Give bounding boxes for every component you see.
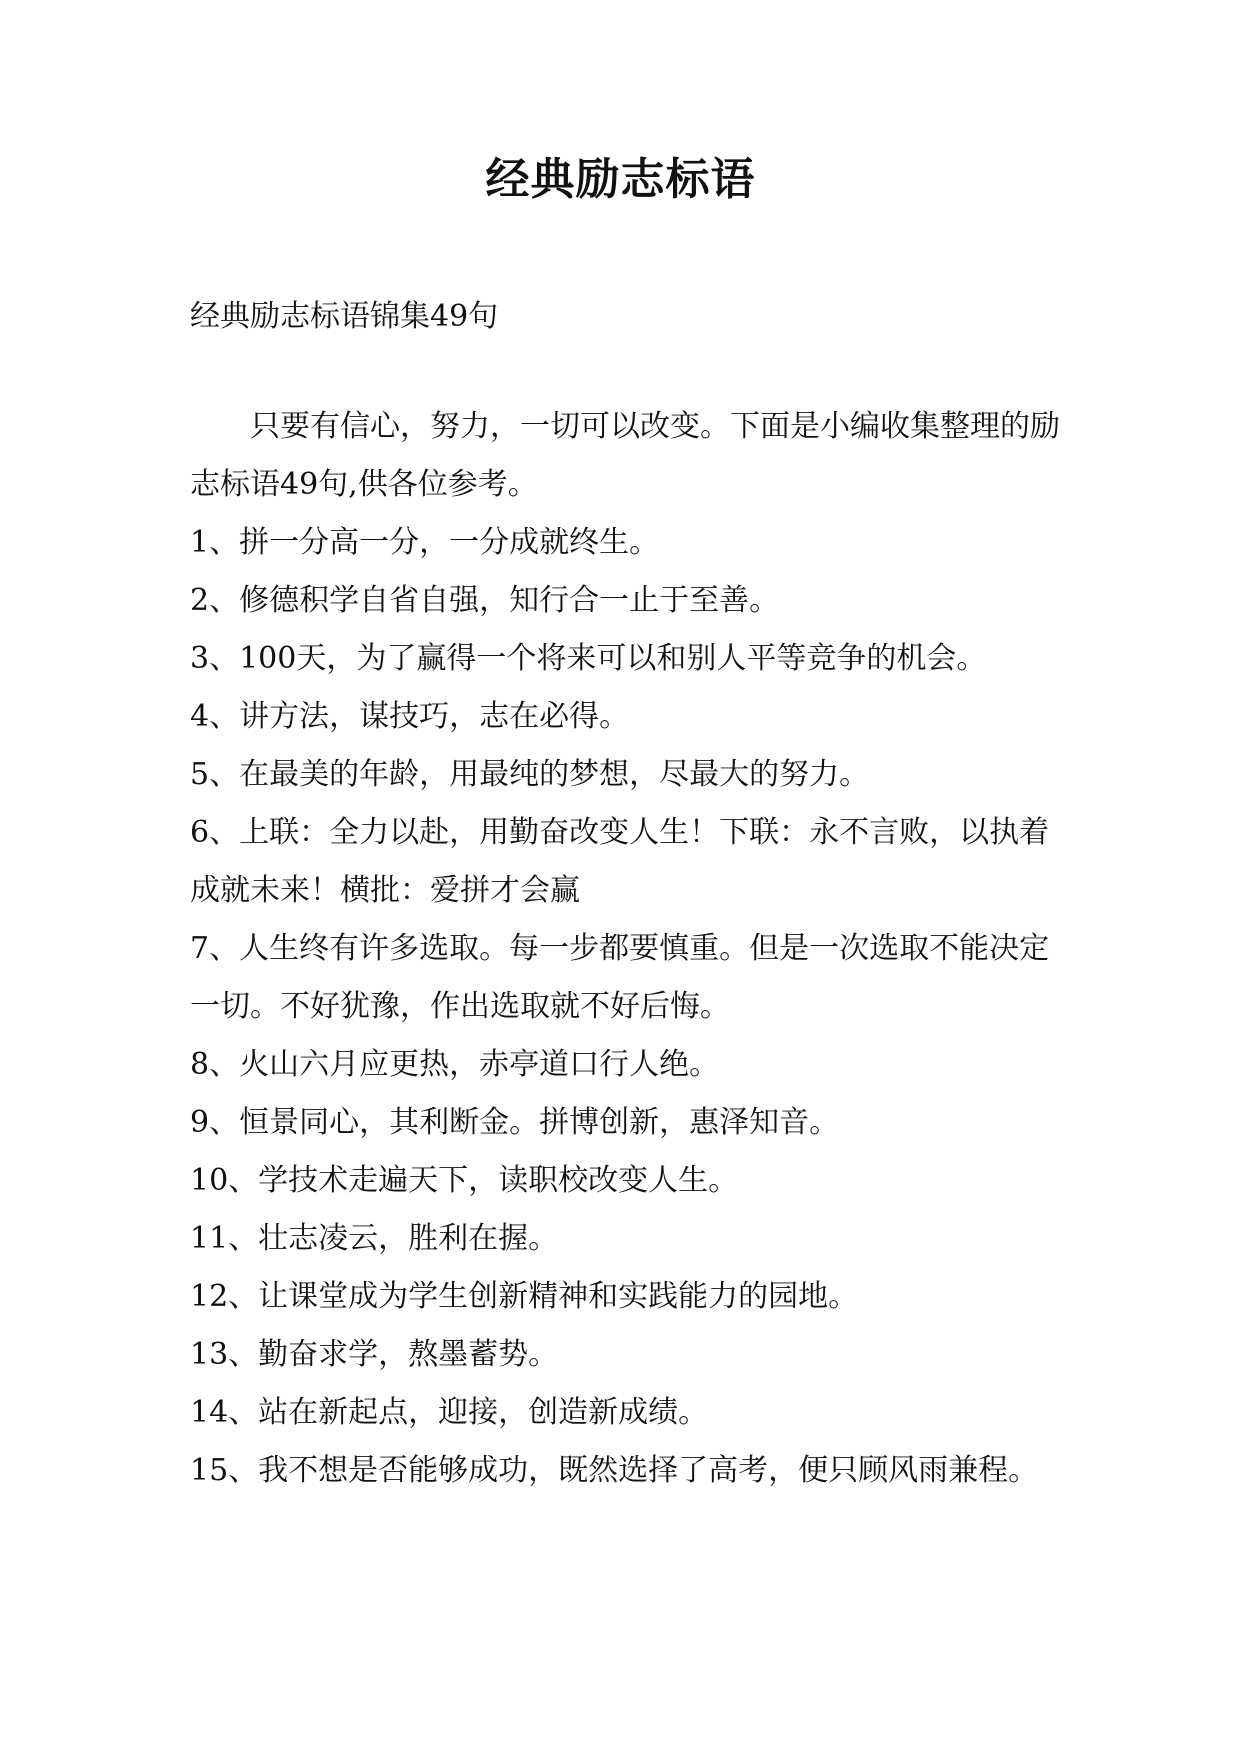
slogan-item: 14、站在新起点，迎接，创造新成绩。 [190, 1395, 709, 1430]
slogan-item: 8、火山六月应更热，赤亭道口行人绝。 [190, 1047, 720, 1082]
slogan-item: 10、学技术走遍天下，读职校改变人生。 [190, 1163, 739, 1198]
slogan-item: 9、恒景同心，其利断金。拼博创新，惠泽知音。 [190, 1105, 840, 1140]
slogan-item: 11、壮志凌云，胜利在握。 [190, 1221, 559, 1256]
document-title: 经典励志标语 [485, 154, 756, 205]
slogan-item: 12、让课堂成为学生创新精神和实践能力的园地。 [190, 1279, 859, 1314]
slogan-item: 4、讲方法，谋技巧，志在必得。 [190, 699, 630, 734]
document-subtitle: 经典励志标语锦集49句 [190, 299, 499, 334]
slogan-item: 13、勤奋求学，熬墨蓄势。 [190, 1337, 559, 1372]
slogan-item: 15、我不想是否能够成功，既然选择了高考，便只顾风雨兼程。 [190, 1453, 1039, 1488]
slogan-item: 6、上联：全力以赴，用勤奋改变人生！下联：永不言败，以执着成就未来！横批：爱拼才会赢 [190, 815, 1050, 908]
slogan-item: 5、在最美的年龄，用最纯的梦想，尽最大的努力。 [190, 757, 870, 792]
slogan-item: 2、修德积学自省自强，知行合一止于至善。 [190, 583, 780, 618]
document-body [190, 288, 1060, 1500]
slogan-item: 1、拼一分高一分，一分成就终生。 [190, 525, 660, 560]
slogan-list [190, 514, 1060, 1500]
slogan-item: 7、人生终有许多选取。每一步都要慎重。但是一次选取不能决定一切。不好犹豫，作出选取就不好后悔。 [190, 931, 1050, 1024]
slogan-item: 3、100天，为了赢得一个将来可以和别人平等竞争的机会。 [190, 641, 987, 676]
intro-paragraph: 只要有信心，努力，一切可以改变。下面是小编收集整理的励志标语49句,供各位参考。 [190, 409, 1060, 502]
